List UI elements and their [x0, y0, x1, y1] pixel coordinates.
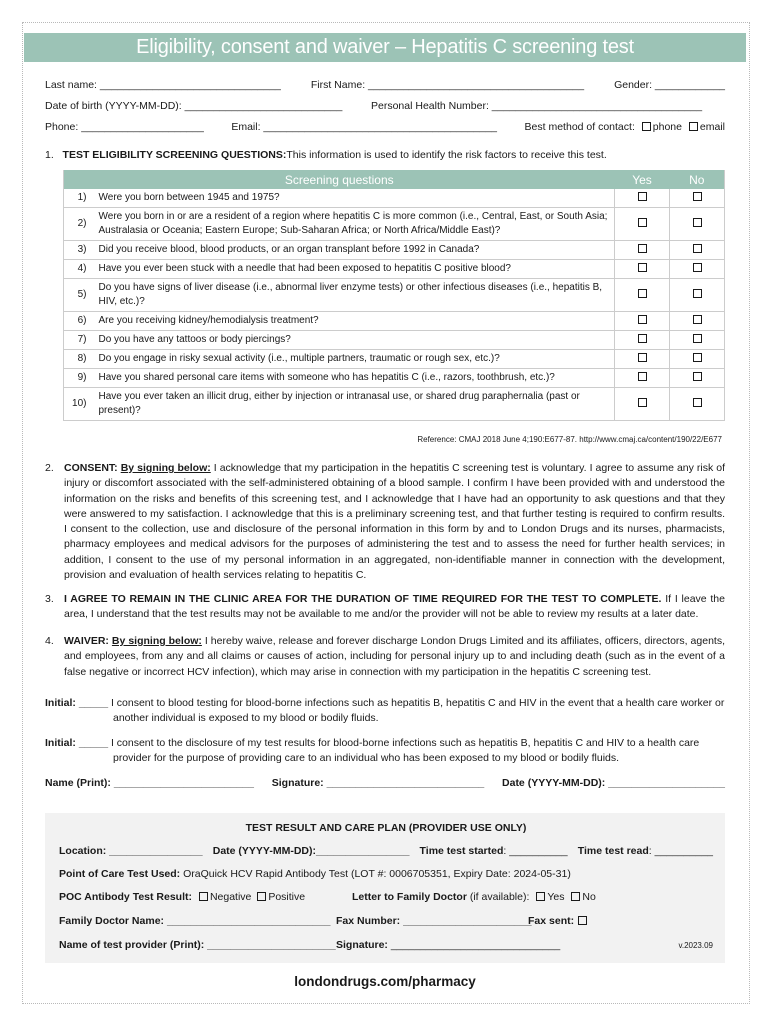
yes-cell: [615, 312, 670, 331]
provider-row-1: [59, 845, 713, 857]
yes-cell: [615, 189, 670, 208]
yes-checkbox[interactable]: [638, 315, 647, 324]
section-1-title: TEST ELIGIBILITY SCREENING QUESTIONS:: [62, 149, 287, 161]
section-3-remain: [45, 592, 725, 623]
no-cell: [670, 189, 725, 208]
remain-text: If I leave the area, I understand that the test results may not be available to me and/or the provider will not be able to review my results at a later date.: [64, 593, 725, 621]
question-number: 2): [64, 208, 99, 241]
screening-question-row: [64, 331, 725, 350]
yes-checkbox[interactable]: [638, 398, 647, 407]
screening-question-row: [64, 350, 725, 369]
section-1-number: 1.: [45, 149, 54, 161]
remain-heading: I AGREE TO REMAIN IN THE CLINIC AREA FOR THE DURATION OF TIME REQUIRED FOR THE TEST TO COMPLETE.: [64, 593, 662, 605]
yes-cell: [615, 208, 670, 241]
letter-no-label: No: [582, 891, 596, 903]
fax-number-field[interactable]: Fax Number: ______________________: [336, 915, 532, 927]
no-checkbox[interactable]: [693, 218, 702, 227]
no-cell: [670, 331, 725, 350]
dob-field[interactable]: Date of birth (YYYY-MM-DD): ___________________________: [45, 100, 343, 112]
provider-date-field[interactable]: Date (YYYY-MM-DD):________________: [212, 845, 410, 857]
yes-checkbox[interactable]: [638, 372, 647, 381]
no-cell: [670, 260, 725, 279]
initial-blank[interactable]: Initial: _____: [45, 737, 109, 749]
screening-questions-header: Screening questions: [64, 170, 615, 189]
phone-field[interactable]: Phone: _____________________: [45, 121, 204, 133]
section-1-heading: [45, 149, 607, 161]
yes-cell: [615, 331, 670, 350]
screening-question-row: [64, 369, 725, 388]
screening-table: [63, 170, 725, 421]
question-number: 4): [64, 260, 99, 279]
yes-header: Yes: [615, 170, 670, 189]
question-number: 3): [64, 241, 99, 260]
yes-checkbox[interactable]: [638, 289, 647, 298]
form-title: Eligibility, consent and waiver – Hepatitis C screening test: [24, 33, 746, 62]
footer-url[interactable]: londondrugs.com/pharmacy: [294, 974, 476, 989]
question-text: Have you ever been stuck with a needle that had been exposed to hepatitis C positive blood?: [99, 260, 615, 279]
waiver-heading: WAIVER:: [64, 635, 109, 647]
no-header: No: [670, 170, 725, 189]
phn-field[interactable]: Personal Health Number: ____________________________________: [371, 100, 703, 112]
letter-yes-label: Yes: [547, 891, 565, 903]
question-text: Did you receive blood, blood products, or an organ transplant before 1992 in Canada?: [99, 241, 615, 260]
no-cell: [670, 208, 725, 241]
initial-disclosure: [45, 736, 725, 767]
yes-checkbox[interactable]: [638, 218, 647, 227]
positive-checkbox[interactable]: [257, 892, 266, 901]
initial-text: I consent to blood testing for blood-borne infections such as hepatitis B, hepatitis C and HIV in the event that a health care worker or another individual is exposed to my blood or bodily fluids.: [108, 697, 725, 725]
poc-label: Point of Care Test Used:: [59, 868, 181, 880]
question-text: Do you have signs of liver disease (i.e., abnormal liver enzyme tests) or other infectious diseases (i.e., hepatitis B, HIV, etc.)?: [99, 279, 615, 312]
time-started-field[interactable]: Time test started: __________: [419, 845, 568, 857]
signature-row: [45, 777, 725, 789]
yes-cell: [615, 260, 670, 279]
yes-checkbox[interactable]: [638, 353, 647, 362]
consent-text: I acknowledge that my participation in the hepatitis C screening test is voluntary. I agree to assume any risk of injury or discomfort associated with the self-administered obtaining of a blood sample. I confirm I have been provided with and understood the information on the risks and benefits of this screening test, and I acknowledge that I have had an opportunity to ask questions and that they were answered to my satisfaction. I acknowledge that this is a preliminary screening test, and that further testing is required to confirm results. I consent to the collection, use and disclosure of the personal information in this form by and to London Drugs and its nurses, pharmacists, pharmacy employees and medical advisors for the purposes of administering the test and to assess the need for further health services; in addition, I consent to the use of my personal information in an aggregated, non-identifiable manner in connection with the development, provision and evaluation of health services relating to hepatitis C.: [64, 462, 726, 582]
no-checkbox[interactable]: [693, 334, 702, 343]
question-text: Have you ever taken an illicit drug, either by injection or intranasal use, or shared drug paraphernalia (past or present)?: [99, 388, 615, 421]
contact-email-checkbox[interactable]: [689, 122, 698, 131]
no-cell: [670, 388, 725, 421]
question-text: Do you have any tattoos or body piercings?: [99, 331, 615, 350]
no-cell: [670, 369, 725, 388]
screening-questions-body: [64, 189, 725, 421]
section-2-number: 2.: [45, 462, 54, 474]
question-number: 5): [64, 279, 99, 312]
no-checkbox[interactable]: [693, 192, 702, 201]
screening-question-row: [64, 260, 725, 279]
yes-checkbox[interactable]: [638, 244, 647, 253]
letter-label: Letter to Family Doctor: [352, 891, 467, 903]
negative-checkbox[interactable]: [199, 892, 208, 901]
question-number: 1): [77, 192, 87, 203]
no-cell: [670, 312, 725, 331]
section-1-text: This information is used to identify the risk factors to receive this test.: [286, 149, 607, 161]
letter-no-checkbox[interactable]: [571, 892, 580, 901]
letter-yes-checkbox[interactable]: [536, 892, 545, 901]
question-number: 10): [64, 388, 99, 421]
section-4-number: 4.: [45, 635, 54, 647]
version-label: v.2023.09: [678, 941, 713, 950]
yes-checkbox[interactable]: [638, 334, 647, 343]
screening-question-row: [64, 208, 725, 241]
yes-cell: [615, 388, 670, 421]
provider-sign-row: [59, 939, 713, 951]
question-text: Do you engage in risky sexual activity (i.e., multiple partners, traumatic or rough sex, etc.)?: [99, 350, 615, 369]
question-text: Are you receiving kidney/hemodialysis treatment?: [99, 312, 615, 331]
waiver-text: I hereby waive, release and forever discharge London Drugs Limited and its affiliates, officers, directors, agents, and employees, from any and all claims or causes of action, including for personal injury up to and including death (such as in the event of a false negative or incorrect HCV infection), which may arise in connection with my participation in the hepatitis C screening test.: [64, 635, 725, 678]
first-name-field[interactable]: First Name: _____________________________________: [310, 79, 585, 91]
question-text: Have you shared personal care items with someone who has hepatitis C (i.e., razors, toothbrush, etc.)?: [99, 369, 615, 388]
question-text: Were you born between 1945 and 1975?: [98, 192, 280, 203]
poc-value: OraQuick HCV Rapid Antibody Test (LOT #: 0006705351, Expiry Date: 2024-05-31): [180, 868, 571, 880]
yes-cell: [615, 279, 670, 312]
initial-blood-testing: [45, 696, 725, 727]
initial-text: I consent to the disclosure of my test results for blood-borne infections such as hepatitis B, hepatitis C and HIV to a health care provider for the purpose of providing care to an individual who has been exposed to my blood or bodily fluids.: [108, 737, 700, 765]
question-number: 7): [64, 331, 99, 350]
letter-hint: (if available):: [466, 891, 530, 903]
no-checkbox[interactable]: [693, 398, 702, 407]
gender-field[interactable]: Gender: ____________: [614, 79, 725, 91]
section-2-consent: [45, 461, 725, 583]
no-checkbox[interactable]: [693, 244, 702, 253]
family-doctor-row: [59, 915, 713, 927]
waiver-lead: By signing below:: [111, 635, 202, 647]
no-cell: [670, 241, 725, 260]
positive-label: Positive: [268, 891, 306, 903]
section-3-number: 3.: [45, 593, 54, 605]
screening-question-row: [64, 241, 725, 260]
name-print-field[interactable]: Name (Print): ________________________: [45, 777, 254, 789]
reference-citation: Reference: CMAJ 2018 June 4;190:E677-87. http://www.cmaj.ca/content/190/22/E677: [417, 435, 722, 444]
letter-to-doctor: [352, 891, 596, 903]
screening-question-row: [64, 388, 725, 421]
time-read-field[interactable]: Time test read: __________: [577, 845, 713, 857]
question-number: 6): [64, 312, 99, 331]
negative-label: Negative: [209, 891, 252, 903]
provider-title: TEST RESULT AND CARE PLAN (PROVIDER USE ONLY): [245, 822, 527, 834]
no-checkbox[interactable]: [693, 289, 702, 298]
provider-box: [45, 813, 725, 963]
no-checkbox[interactable]: [693, 315, 702, 324]
contact-phone-checkbox[interactable]: [642, 122, 651, 131]
poc-result-row: [59, 891, 713, 903]
no-cell: [670, 279, 725, 312]
contact-method: [525, 121, 725, 133]
yes-checkbox[interactable]: [638, 192, 647, 201]
contact-phone-label: phone: [652, 121, 682, 133]
poc-result-label: POC Antibody Test Result:: [59, 891, 193, 903]
consent-lead: By signing below:: [120, 462, 211, 474]
provider-signature-field[interactable]: Signature: _____________________________: [336, 939, 561, 951]
screening-question-row: [64, 279, 725, 312]
provider-name-field[interactable]: Name of test provider (Print): ______________________: [59, 939, 336, 951]
fax-sent-checkbox[interactable]: [578, 916, 587, 925]
email-field[interactable]: Email: ________________________________________: [231, 121, 498, 133]
screening-question-row: [64, 189, 725, 208]
poc-test-row: [59, 868, 713, 880]
no-cell: [670, 350, 725, 369]
yes-checkbox[interactable]: [638, 263, 647, 272]
no-checkbox[interactable]: [693, 353, 702, 362]
contact-method-label: Best method of contact:: [524, 121, 635, 133]
date-field[interactable]: Date (YYYY-MM-DD): ____________________: [502, 777, 725, 789]
no-checkbox[interactable]: [693, 372, 702, 381]
yes-cell: [615, 241, 670, 260]
personal-row-1: [45, 79, 725, 91]
location-field[interactable]: Location: ________________: [59, 845, 203, 857]
fax-sent-label: Fax sent:: [528, 915, 575, 927]
consent-heading: CONSENT:: [64, 462, 118, 474]
no-checkbox[interactable]: [693, 263, 702, 272]
question-number: 9): [64, 369, 99, 388]
yes-cell: [615, 350, 670, 369]
last-name-field[interactable]: Last name: _______________________________: [45, 79, 281, 91]
screening-question-row: [64, 312, 725, 331]
section-4-waiver: [45, 634, 725, 680]
question-text: Were you born in or are a resident of a region where hepatitis C is more common (i.e., Central, East, or South Asia; Australasia or Oceania; Eastern Europe; Sub-Saharan Africa; or North Africa/Middle East)?: [99, 208, 615, 241]
question-number: 8): [64, 350, 99, 369]
personal-row-2: [45, 100, 725, 112]
initial-blank[interactable]: Initial: _____: [45, 697, 109, 709]
family-doctor-field[interactable]: Family Doctor Name: ____________________________: [59, 915, 331, 927]
personal-row-3: [45, 121, 725, 133]
contact-email-label: email: [699, 121, 725, 133]
fax-sent: [528, 915, 589, 927]
yes-cell: [615, 369, 670, 388]
signature-field[interactable]: Signature: ___________________________: [271, 777, 485, 789]
